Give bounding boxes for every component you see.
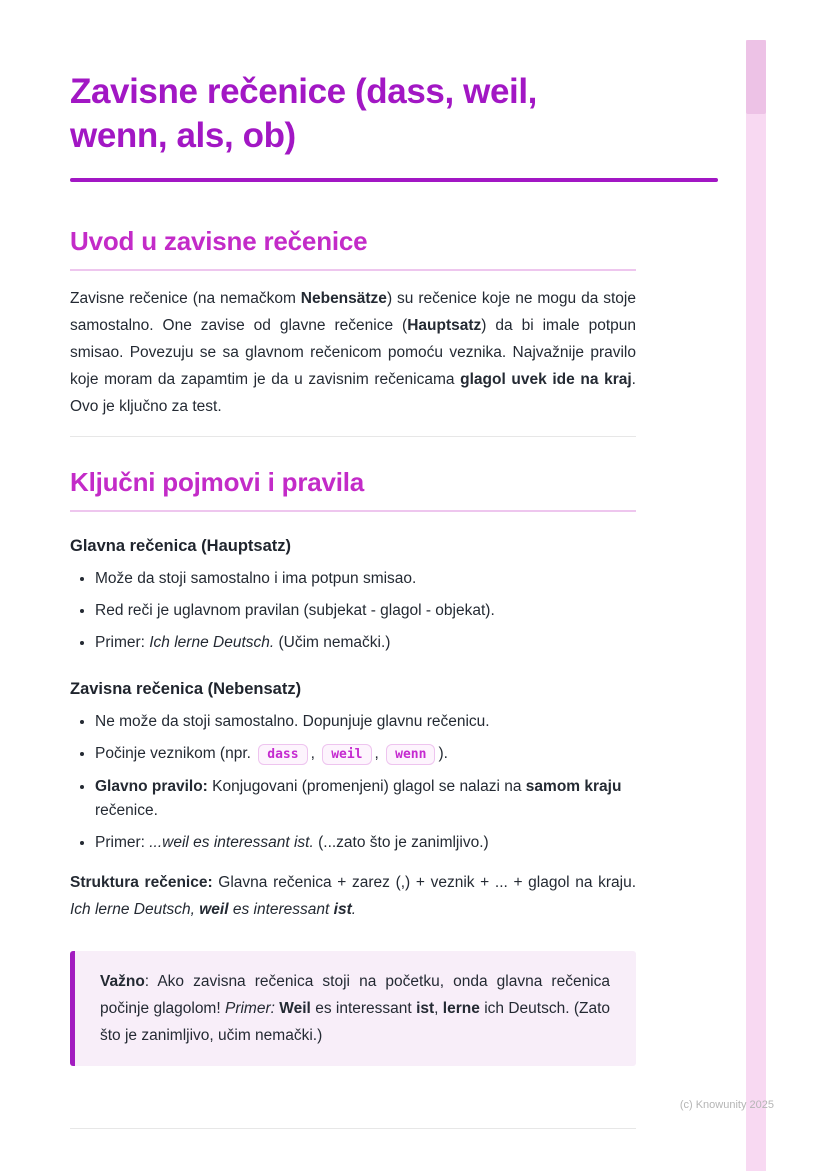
text-segment: Primer: (95, 834, 150, 851)
scrollbar-track[interactable] (746, 40, 766, 1171)
text-segment: Počinje veznikom (npr. (95, 745, 256, 762)
text-segment: glagol uvek ide na kraj (460, 371, 632, 388)
section-heading-intro: Uvod u zavisne rečenice (70, 226, 368, 256)
text-segment: Weil (279, 1000, 311, 1017)
subheading-hauptsatz: Glavna rečenica (Hauptsatz) (70, 537, 291, 555)
bottom-divider (70, 1128, 636, 1129)
callout-text (100, 968, 610, 1049)
text-segment: ich Deutsch. (Zato što je zanimljivo, učim nemački.) (100, 1000, 611, 1044)
text-segment: Konjugovani (promenjeni) glagol se nalazi na (207, 778, 526, 795)
code-pill: weil (322, 744, 371, 765)
text-segment: ) da bi imale potpun smisao. Povezuju se sa glavnom rečenicom pomoću veznika. Najvažnije pravilo koje moram da zapamtim je da u zavisnim rečenicama (70, 317, 636, 388)
important-callout (70, 951, 636, 1066)
page-title-line-1: Zavisne rečenice (dass, weil, (70, 72, 537, 111)
text-segment: (...zato što je zanimljivo.) (313, 834, 489, 851)
text-segment: weil (199, 901, 229, 918)
text-segment: es interessant (228, 901, 334, 918)
section-key-concepts (70, 467, 718, 1066)
list-item (95, 710, 636, 734)
list-item (95, 599, 636, 623)
hauptsatz-bullet-list (70, 567, 636, 655)
text-segment: , (434, 1000, 443, 1017)
text-segment: es interessant (310, 1000, 417, 1017)
text-segment: Hauptsatz (407, 317, 482, 334)
list-item (95, 567, 636, 591)
text-segment: Glavna rečenica + zarez (,) + veznik + ... + glagol na kraju. (212, 874, 636, 891)
text-segment: ). (438, 745, 448, 762)
text-segment: ist (333, 901, 352, 918)
nebensatz-bullet-list (70, 710, 636, 855)
text-segment: Nebensätze (300, 290, 387, 307)
subheading-nebensatz: Zavisna rečenica (Nebensatz) (70, 680, 302, 698)
text-segment: : Ako zavisna rečenica stoji na početku, onda glavna rečenica počinje glagolom! (100, 973, 610, 1017)
text-segment: Primer: (95, 634, 150, 651)
intro-paragraph (70, 285, 636, 420)
text-segment: . Ovo je ključno za test. (70, 371, 636, 415)
footer-credit: (c) Knowunity 2025 (679, 1099, 774, 1111)
document-content (70, 0, 718, 1066)
structure-paragraph (70, 869, 636, 923)
list-item (95, 742, 636, 767)
page-title (70, 0, 718, 158)
list-item (95, 775, 636, 823)
text-segment: . (351, 901, 357, 918)
text-segment: Ich lerne Deutsch, (70, 901, 200, 918)
section-intro (70, 226, 718, 420)
scrollbar-thumb[interactable] (746, 40, 766, 114)
text-segment: , (310, 745, 320, 762)
text-segment: Može da stoji samostalno i ima potpun smisao. (95, 570, 417, 587)
heading-underline (70, 269, 636, 271)
text-segment: rečenice. (95, 802, 158, 819)
page-title-line-2: wenn, als, ob) (70, 116, 296, 155)
text-segment: , (374, 745, 384, 762)
text-segment: samom kraju (525, 778, 622, 795)
text-segment: (Učim nemački.) (274, 634, 391, 651)
section-heading-key-concepts: Ključni pojmovi i pravila (70, 467, 365, 497)
text-segment: Primer: (224, 1000, 275, 1017)
heading-underline (70, 510, 636, 512)
text-segment: Red reči je uglavnom pravilan (subjekat - glagol - objekat). (95, 602, 495, 619)
title-rule (70, 178, 718, 182)
text-segment: Važno (100, 973, 145, 990)
text-segment: Zavisne rečenice (na nemačkom (70, 290, 301, 307)
code-pill: dass (258, 744, 307, 765)
list-item (95, 831, 636, 855)
list-item (95, 631, 636, 655)
text-segment: lerne (442, 1000, 480, 1017)
text-segment: Glavno pravilo: (95, 778, 208, 795)
section-divider (70, 436, 636, 437)
text-segment: Ne može da stoji samostalno. Dopunjuje glavnu rečenicu. (95, 713, 490, 730)
text-segment: ist (416, 1000, 435, 1017)
text-segment: Struktura rečenice: (70, 874, 213, 891)
text-segment: ) su rečenice koje ne mogu da stoje samostalno. One zavise od glavne rečenice ( (70, 290, 636, 334)
text-segment: ...weil es interessant ist. (149, 834, 314, 851)
code-pill: wenn (386, 744, 435, 765)
text-segment: Ich lerne Deutsch. (149, 634, 275, 651)
